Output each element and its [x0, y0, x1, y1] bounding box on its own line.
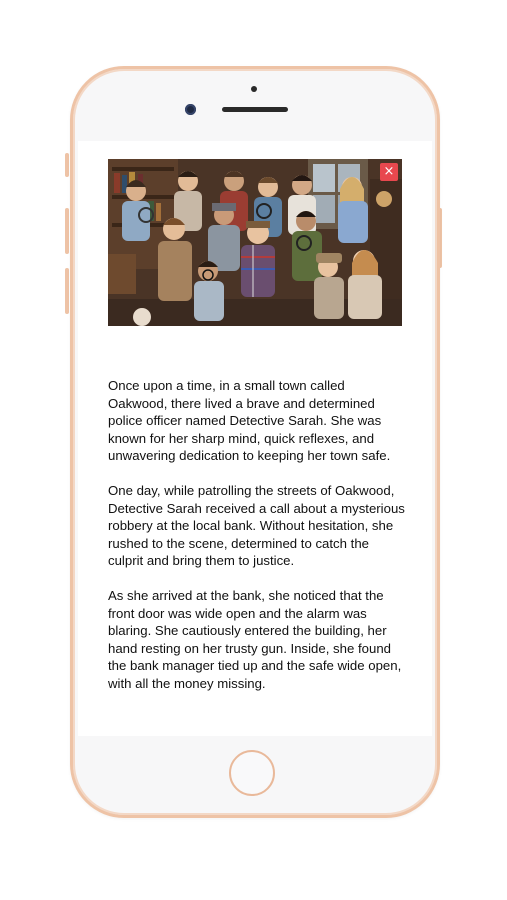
proximity-sensor [251, 86, 257, 92]
story-paragraph-3: As she arrived at the bank, she noticed that the front door was wide open and the alarm was blaring. She cautiously entered the building, her hand resting on her trusty gun. Inside, she found the bank manager tied up and the safe wide open, with all the money missing. [108, 588, 402, 691]
phone-screen [78, 141, 432, 736]
earpiece-speaker [222, 107, 288, 112]
volume-up-button [65, 208, 69, 254]
mute-switch [65, 153, 69, 177]
children-detectives-image [108, 159, 402, 326]
story-illustration [108, 159, 402, 326]
front-camera-icon [185, 104, 196, 115]
volume-down-button [65, 268, 69, 314]
story-paragraph-2: One day, while patrolling the streets of Oakwood, Detective Sarah received a call about a mysterious robbery at the local bank. Without hesitation, she rushed to the scene, determined to catch the culprit and bring them to justice. [108, 483, 405, 568]
close-icon[interactable]: × [380, 163, 398, 181]
story-text [108, 377, 406, 710]
home-button[interactable] [229, 750, 275, 796]
story-paragraph-1: Once upon a time, in a small town called Oakwood, there lived a brave and determined police officer named Detective Sarah. She was known for her sharp mind, quick reflexes, and unwavering dedication to keeping her town safe. [108, 378, 391, 463]
